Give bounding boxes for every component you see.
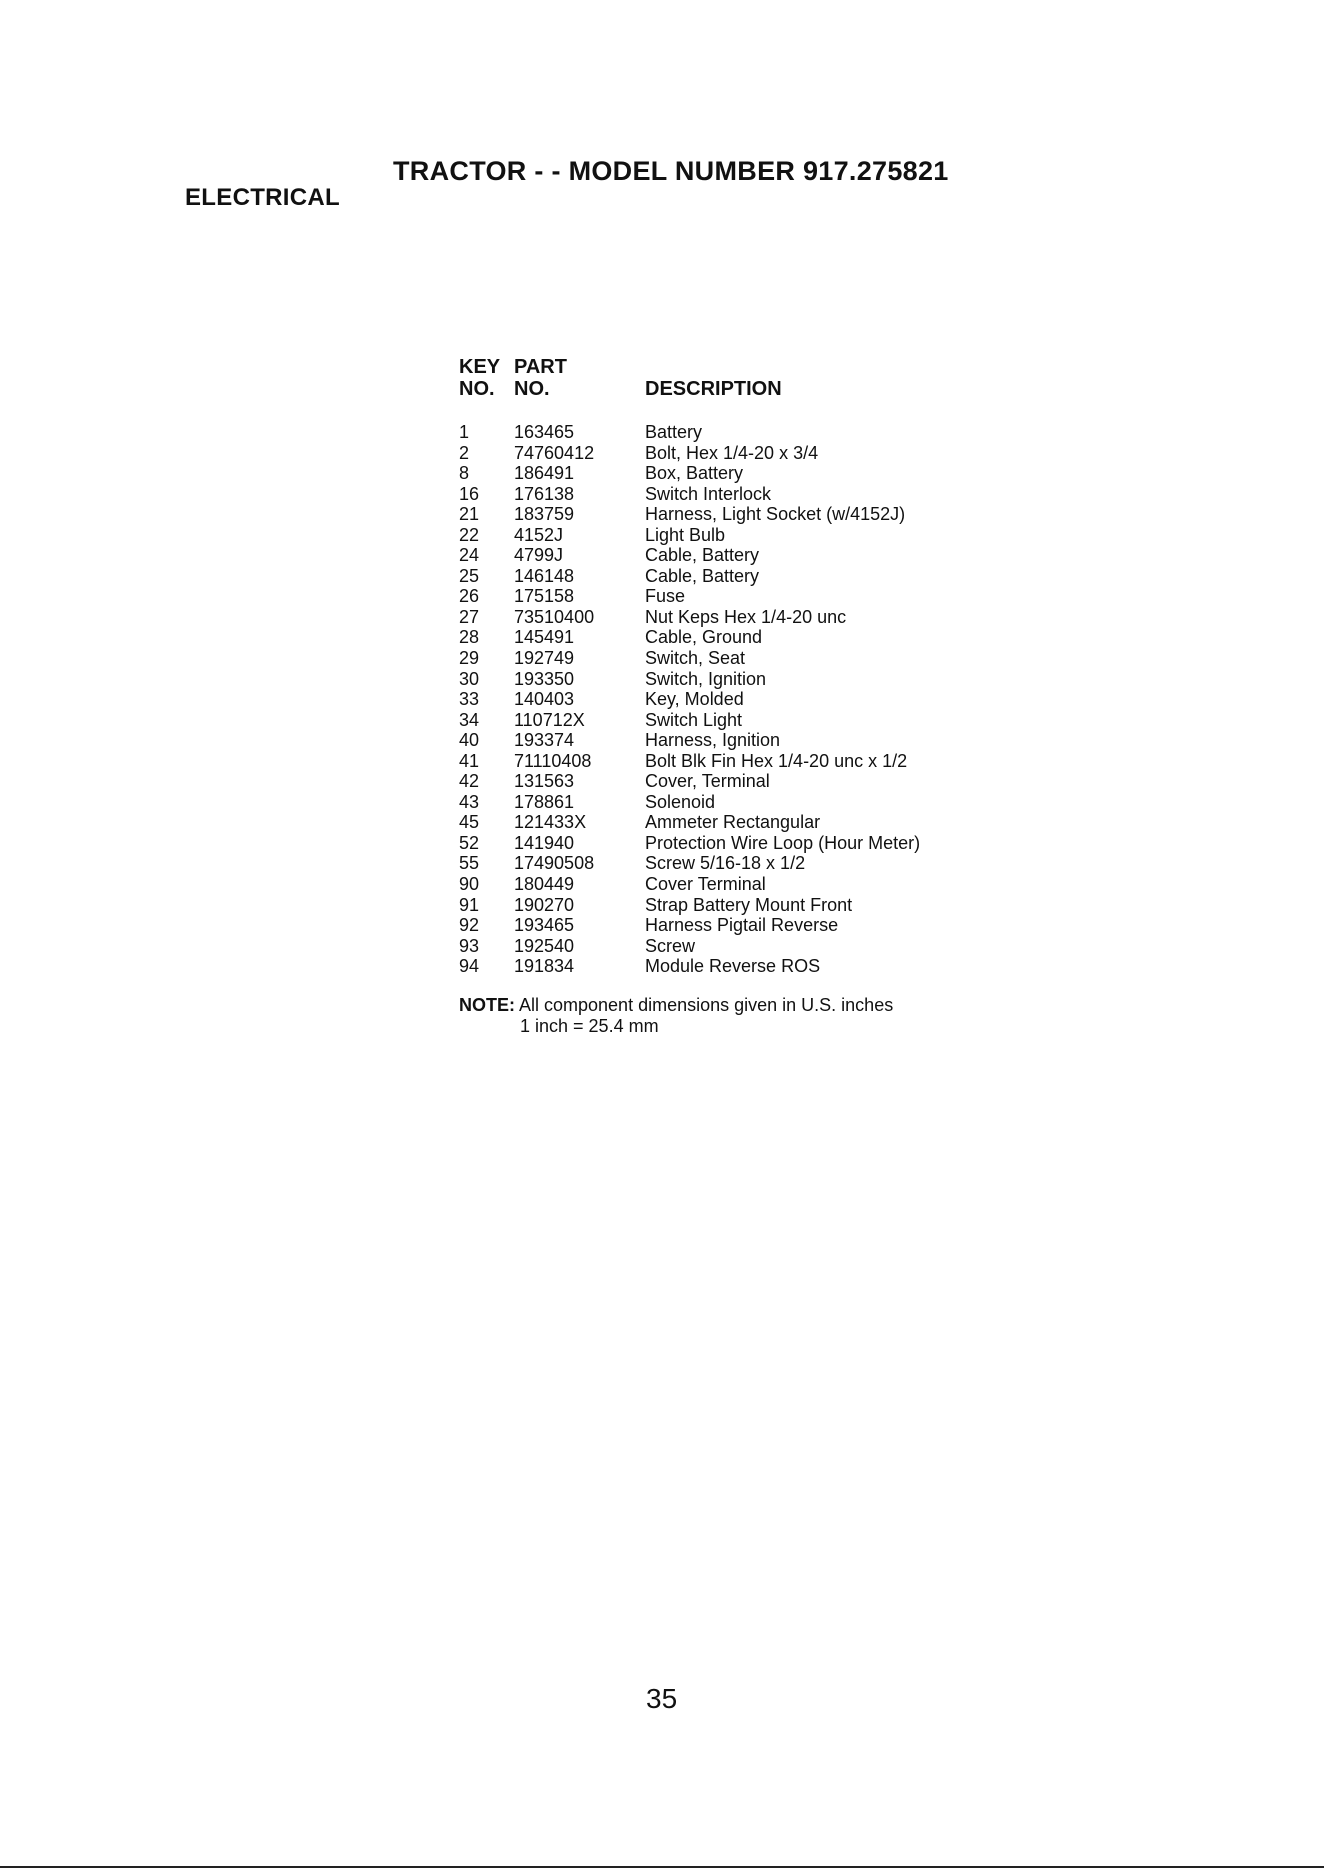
key-number: 41 <box>459 750 480 771</box>
part-number: 193350 <box>514 668 575 689</box>
part-number: 175158 <box>514 586 575 607</box>
parts-row <box>459 422 999 443</box>
part-description: Protection Wire Loop (Hour Meter) <box>645 832 921 853</box>
part-description: Module Reverse ROS <box>645 956 821 977</box>
key-number: 40 <box>459 730 480 751</box>
parts-row <box>459 895 999 916</box>
key-number: 92 <box>459 915 480 936</box>
part-number: 145491 <box>514 627 575 648</box>
header-part-line2: NO. <box>514 378 550 400</box>
parts-row <box>459 525 999 546</box>
part-description: Box, Battery <box>645 463 744 484</box>
part-number: 71110408 <box>514 750 592 771</box>
part-number: 121433X <box>514 812 587 833</box>
parts-row <box>459 627 999 648</box>
part-description: Ammeter Rectangular <box>645 812 821 833</box>
part-number: 191834 <box>514 956 575 977</box>
header-part-line1: PART <box>514 356 567 378</box>
key-number: 90 <box>459 874 480 895</box>
key-number: 26 <box>459 586 480 607</box>
key-number: 21 <box>459 504 480 525</box>
parts-row <box>459 463 999 484</box>
part-number: 4152J <box>514 524 564 545</box>
key-number: 91 <box>459 894 480 915</box>
parts-row <box>459 853 999 874</box>
part-description: Nut Keps Hex 1/4-20 unc <box>645 606 847 627</box>
header-key-line2: NO. <box>459 378 495 400</box>
part-number: 110712X <box>514 709 585 730</box>
key-number: 30 <box>459 668 480 689</box>
page-number: 35 <box>646 1683 678 1714</box>
part-number: 163465 <box>514 422 575 442</box>
key-number: 8 <box>459 463 470 484</box>
key-number: 43 <box>459 791 480 812</box>
key-number: 42 <box>459 771 480 792</box>
part-description: Harness, Light Socket (w/4152J) <box>645 504 906 525</box>
part-description: Switch, Ignition <box>645 668 767 689</box>
part-description: Fuse <box>645 586 686 607</box>
part-number: 186491 <box>514 463 575 484</box>
bottom-rule <box>0 1866 1324 1868</box>
note-label: NOTE: <box>459 995 515 1015</box>
part-number: 193374 <box>514 730 575 751</box>
part-description: Cable, Battery <box>645 565 760 586</box>
part-number: 193465 <box>514 915 575 936</box>
part-number: 140403 <box>514 689 575 710</box>
note <box>459 995 893 1016</box>
parts-row <box>459 586 999 607</box>
part-description: Harness Pigtail Reverse <box>645 915 839 936</box>
parts-row <box>459 504 999 525</box>
key-number: 28 <box>459 627 480 648</box>
key-number: 55 <box>459 853 480 874</box>
key-number: 25 <box>459 565 480 586</box>
key-number: 34 <box>459 709 480 730</box>
key-number: 45 <box>459 812 480 833</box>
part-number: 180449 <box>514 874 575 895</box>
key-number: 24 <box>459 545 480 566</box>
part-description: Light Bulb <box>645 524 726 545</box>
page-title: TRACTOR - - MODEL NUMBER 917.275821 <box>393 156 949 186</box>
part-number: 17490508 <box>514 853 595 874</box>
part-description: Cover, Terminal <box>645 771 770 792</box>
section-heading: ELECTRICAL <box>185 184 340 211</box>
part-description: Cable, Ground <box>645 627 763 648</box>
parts-row <box>459 833 999 854</box>
parts-row <box>459 545 999 566</box>
part-description: Key, Molded <box>645 689 744 710</box>
part-number: 74760412 <box>514 442 595 463</box>
part-description: Cover Terminal <box>645 874 766 895</box>
part-number: 131563 <box>514 771 575 792</box>
part-description: Bolt, Hex 1/4-20 x 3/4 <box>645 442 819 463</box>
parts-row <box>459 771 999 792</box>
key-number: 2 <box>459 442 470 463</box>
header-key-line1: KEY <box>459 356 501 378</box>
part-description: Cable, Battery <box>645 545 760 566</box>
parts-row <box>459 751 999 772</box>
header-description: DESCRIPTION <box>645 378 782 400</box>
parts-row <box>459 443 999 464</box>
part-number: 183759 <box>514 504 575 525</box>
parts-row <box>459 484 999 505</box>
part-number: 192540 <box>514 935 575 956</box>
parts-row <box>459 812 999 833</box>
key-number: 27 <box>459 606 480 627</box>
note-conversion: 1 inch = 25.4 mm <box>520 1016 659 1036</box>
key-number: 33 <box>459 689 480 710</box>
part-number: 73510400 <box>514 606 595 627</box>
parts-row <box>459 956 999 977</box>
key-number: 93 <box>459 935 480 956</box>
part-description: Switch Interlock <box>645 483 772 504</box>
part-number: 4799J <box>514 545 564 566</box>
part-description: Switch, Seat <box>645 648 746 669</box>
parts-row <box>459 566 999 587</box>
parts-row <box>459 936 999 957</box>
key-number: 1 <box>459 422 470 442</box>
parts-row <box>459 792 999 813</box>
part-number: 190270 <box>514 894 575 915</box>
parts-row <box>459 874 999 895</box>
part-number: 178861 <box>514 791 575 812</box>
parts-row <box>459 689 999 710</box>
parts-row <box>459 607 999 628</box>
key-number: 94 <box>459 956 480 977</box>
part-description: Solenoid <box>645 791 716 812</box>
parts-row <box>459 730 999 751</box>
key-number: 22 <box>459 524 480 545</box>
part-description: Battery <box>645 422 703 442</box>
part-description: Screw 5/16-18 x 1/2 <box>645 853 806 874</box>
part-number: 192749 <box>514 648 575 669</box>
part-description: Strap Battery Mount Front <box>645 894 853 915</box>
key-number: 29 <box>459 648 480 669</box>
key-number: 16 <box>459 483 480 504</box>
part-description: Screw <box>645 935 696 956</box>
parts-list <box>459 422 999 977</box>
parts-row <box>459 648 999 669</box>
parts-row <box>459 710 999 731</box>
key-number: 52 <box>459 832 480 853</box>
parts-row <box>459 915 999 936</box>
part-number: 141940 <box>514 832 575 853</box>
note-text: All component dimensions given in U.S. inches <box>515 995 894 1015</box>
parts-row <box>459 669 999 690</box>
part-description: Switch Light <box>645 709 743 730</box>
part-description: Harness, Ignition <box>645 730 781 751</box>
part-description: Bolt Blk Fin Hex 1/4-20 unc x 1/2 <box>645 750 908 771</box>
part-number: 146148 <box>514 565 575 586</box>
part-number: 176138 <box>514 483 575 504</box>
